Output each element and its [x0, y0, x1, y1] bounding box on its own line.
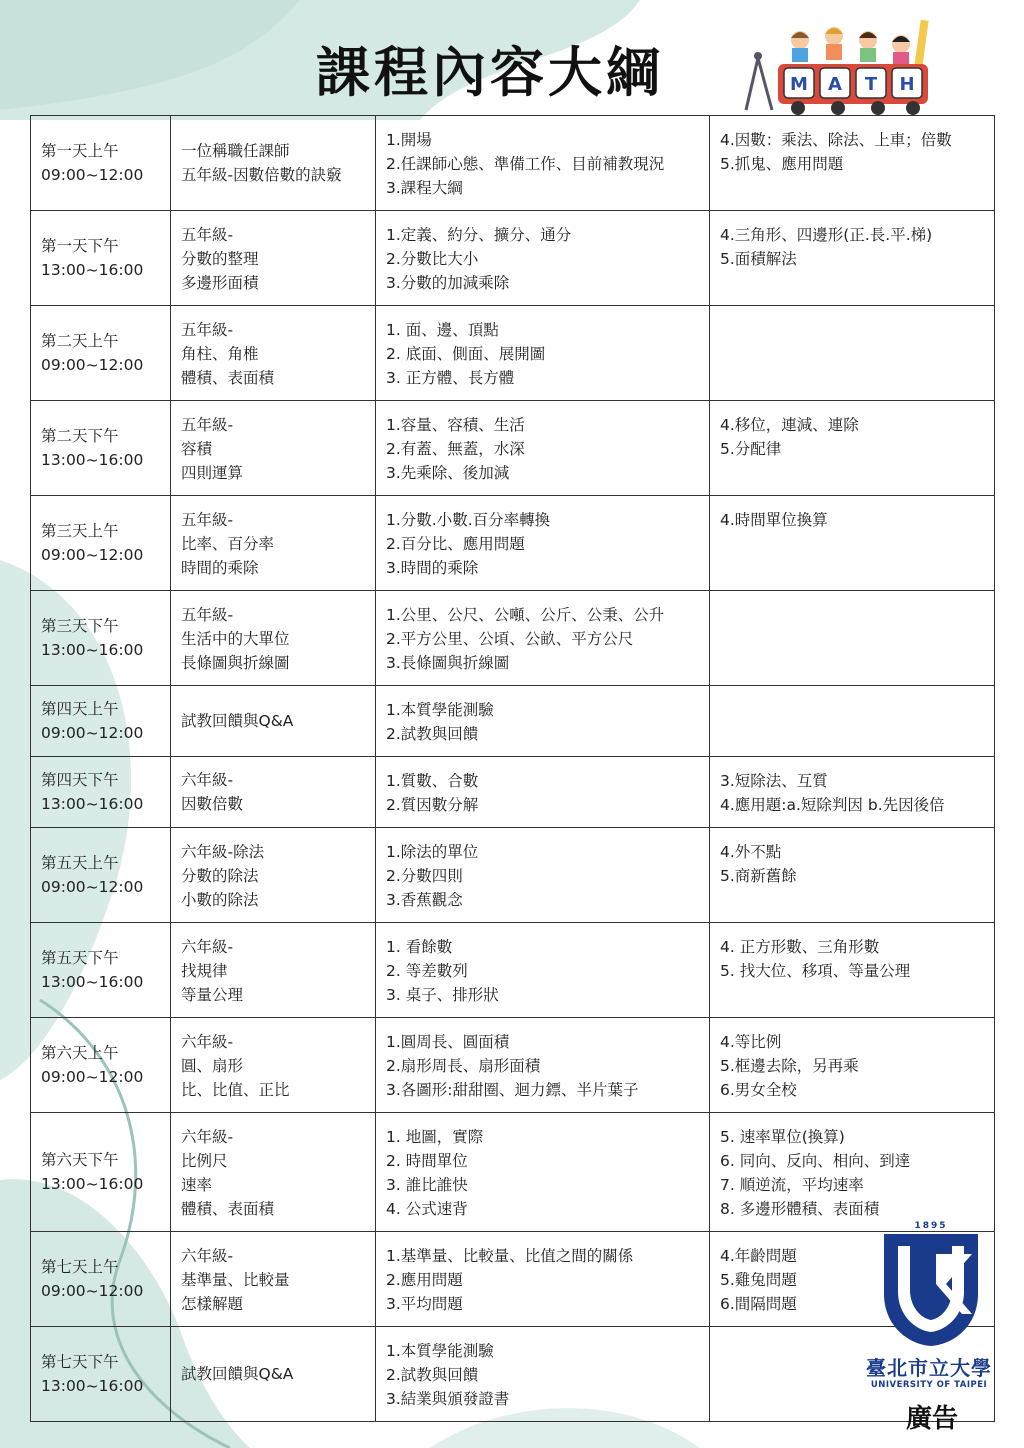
topic-cell [171, 211, 376, 306]
content-a-cell [376, 686, 710, 757]
content-line: 4.因數：乘法、除法、上車；倍數 [720, 131, 952, 149]
content-a-cell [376, 116, 710, 211]
content-line: 3.長條圖與折線圖 [386, 654, 510, 672]
content-line: 5.分配律 [720, 440, 782, 458]
content-line: 3.課程大綱 [386, 179, 463, 197]
topic-line: 六年級- [181, 1033, 234, 1051]
content-line: 2.百分比、應用問題 [386, 535, 525, 553]
topic-line: 速率 [181, 1176, 213, 1194]
session-day: 第六天下午 [41, 1151, 119, 1169]
topic-line: 體積、表面積 [181, 369, 275, 387]
content-a-cell [376, 757, 710, 828]
session-time: 13:00~16:00 [41, 261, 144, 279]
session-day: 第七天上午 [41, 1258, 119, 1276]
content-line: 6. 同向、反向、相向、到達 [720, 1152, 911, 1170]
session-time: 13:00~16:00 [41, 1377, 144, 1395]
content-a-cell [376, 1232, 710, 1327]
topic-line: 生活中的大單位 [181, 630, 290, 648]
schedule-row [31, 1018, 995, 1113]
topic-cell [171, 1018, 376, 1113]
topic-line: 容積 [181, 440, 213, 458]
session-cell [31, 401, 171, 496]
ad-label: 廣告 [905, 1404, 958, 1434]
schedule-row [31, 757, 995, 828]
topic-line: 分數的整理 [181, 250, 259, 268]
session-cell [31, 496, 171, 591]
content-line: 1.定義、約分、擴分、通分 [386, 226, 572, 244]
topic-line: 五年級- [181, 226, 234, 244]
content-line: 2.試教與回饋 [386, 1366, 479, 1384]
content-b-cell [710, 496, 995, 591]
topic-line: 時間的乘除 [181, 559, 259, 577]
content-line: 3.結業與頒發證書 [386, 1390, 510, 1408]
session-time: 09:00~12:00 [41, 356, 144, 374]
math-letter-h: H [899, 74, 915, 95]
content-line: 2.有蓋、無蓋，水深 [386, 440, 525, 458]
university-name-en: UNIVERSITY OF TAIPEI [870, 1380, 988, 1390]
schedule-row [31, 828, 995, 923]
content-line: 3.香蕉觀念 [386, 891, 463, 909]
topic-line: 等量公理 [181, 986, 244, 1004]
content-line: 1. 看餘數 [386, 938, 453, 956]
content-line: 1.開場 [386, 131, 432, 149]
session-time: 13:00~16:00 [41, 451, 144, 469]
topic-line: 試教回饋與Q&A [181, 1365, 294, 1383]
session-time: 13:00~16:00 [41, 795, 144, 813]
content-b-cell [710, 306, 995, 401]
topic-line: 一位稱職任課師 [181, 142, 290, 160]
topic-line: 試教回饋與Q&A [181, 712, 294, 730]
topic-cell [171, 1113, 376, 1232]
content-line: 1.質數、合數 [386, 772, 479, 790]
session-cell [31, 1113, 171, 1232]
content-line: 4.年齡問題 [720, 1247, 797, 1265]
content-line: 4.應用題:a.短除判因 b.先因後倍 [720, 796, 945, 814]
content-a-cell [376, 923, 710, 1018]
content-line: 2.平方公里、公頃、公畝、平方公尺 [386, 630, 634, 648]
content-b-cell [710, 757, 995, 828]
content-b-cell [710, 828, 995, 923]
content-line: 2. 時間單位 [386, 1152, 468, 1170]
content-b-cell [710, 401, 995, 496]
content-line: 2.試教與回饋 [386, 725, 479, 743]
math-letter-m: M [790, 74, 808, 95]
topic-cell [171, 686, 376, 757]
math-train [778, 64, 928, 115]
topic-line: 圓、扇形 [181, 1057, 244, 1075]
topic-line: 六年級- [181, 771, 234, 789]
content-line: 2. 底面、側面、展開圖 [386, 345, 546, 363]
content-line: 5.雞兔問題 [720, 1271, 797, 1289]
session-time: 09:00~12:00 [41, 1068, 144, 1086]
content-line: 5.框邊去除，另再乘 [720, 1057, 859, 1075]
session-day: 第二天下午 [41, 427, 119, 445]
content-b-cell [710, 591, 995, 686]
schedule-row [31, 1232, 995, 1327]
content-line: 3.各圖形:甜甜圈、迴力鏢、半片葉子 [386, 1081, 639, 1099]
content-line: 5. 速率單位(換算) [720, 1128, 845, 1146]
content-line: 3.先乘除、後加減 [386, 464, 510, 482]
course-schedule-table [30, 115, 995, 1422]
content-line: 2.分數四則 [386, 867, 463, 885]
content-a-cell [376, 306, 710, 401]
content-a-cell [376, 211, 710, 306]
content-line: 1. 地圖，實際 [386, 1128, 484, 1146]
schedule-row [31, 1113, 995, 1232]
content-b-cell [710, 211, 995, 306]
kids-illustration [791, 27, 910, 64]
schedule-row [31, 116, 995, 211]
topic-cell [171, 923, 376, 1018]
schedule-row [31, 591, 995, 686]
content-line: 4. 公式速背 [386, 1200, 468, 1218]
schedule-row [31, 401, 995, 496]
topic-line: 比例尺 [181, 1152, 228, 1170]
schedule-row [31, 1327, 995, 1422]
topic-cell [171, 306, 376, 401]
university-name-cn: 臺北市立大學 [866, 1356, 992, 1380]
session-cell [31, 591, 171, 686]
session-time: 09:00~12:00 [41, 724, 144, 742]
session-time: 09:00~12:00 [41, 1282, 144, 1300]
topic-line: 因數倍數 [181, 795, 244, 813]
topic-line: 怎樣解題 [181, 1295, 244, 1313]
session-time: 13:00~16:00 [41, 973, 144, 991]
session-day: 第一天下午 [41, 237, 119, 255]
content-line: 1.圓周長、圓面積 [386, 1033, 510, 1051]
topic-line: 小數的除法 [181, 891, 259, 909]
content-line: 1.本質學能測驗 [386, 701, 494, 719]
session-day: 第六天上午 [41, 1044, 119, 1062]
topic-line: 比率、百分率 [181, 535, 275, 553]
topic-line: 五年級- [181, 606, 234, 624]
content-line: 1.分數.小數.百分率轉換 [386, 511, 551, 529]
content-line: 4.三角形、四邊形(正.長.平.梯) [720, 226, 933, 244]
session-day: 第三天上午 [41, 522, 119, 540]
session-day: 第一天上午 [41, 142, 119, 160]
session-time: 09:00~12:00 [41, 878, 144, 896]
content-b-cell [710, 923, 995, 1018]
content-line: 2.應用問題 [386, 1271, 463, 1289]
schedule-row [31, 496, 995, 591]
logo-year: 1895 [914, 1221, 948, 1231]
topic-line: 多邊形面積 [181, 274, 259, 292]
content-line: 1. 面、邊、頂點 [386, 321, 499, 339]
topic-cell [171, 591, 376, 686]
math-letter-a: A [828, 74, 842, 95]
session-cell [31, 1018, 171, 1113]
content-a-cell [376, 828, 710, 923]
session-day: 第三天下午 [41, 617, 119, 635]
topic-cell [171, 1327, 376, 1422]
session-day: 第五天上午 [41, 854, 119, 872]
content-line: 5.商新舊餘 [720, 867, 797, 885]
session-cell [31, 828, 171, 923]
content-a-cell [376, 1327, 710, 1422]
content-line: 3. 正方體、長方體 [386, 369, 515, 387]
topic-cell [171, 1232, 376, 1327]
topic-line: 六年級- [181, 1128, 234, 1146]
math-train-logo [738, 18, 938, 118]
session-day: 第五天下午 [41, 949, 119, 967]
topic-line: 分數的除法 [181, 867, 259, 885]
content-b-cell [710, 1018, 995, 1113]
session-cell [31, 686, 171, 757]
topic-cell [171, 401, 376, 496]
content-line: 6.男女全校 [720, 1081, 797, 1099]
content-line: 5.面積解法 [720, 250, 797, 268]
session-day: 第四天上午 [41, 700, 119, 718]
topic-cell [171, 757, 376, 828]
content-line: 3. 誰比誰快 [386, 1176, 468, 1194]
content-a-cell [376, 1018, 710, 1113]
content-b-cell [710, 116, 995, 211]
session-day: 第四天下午 [41, 771, 119, 789]
content-line: 3.時間的乘除 [386, 559, 479, 577]
session-day: 第七天下午 [41, 1353, 119, 1371]
topic-line: 體積、表面積 [181, 1200, 275, 1218]
content-line: 2.扇形周長、扇形面積 [386, 1057, 541, 1075]
topic-line: 四則運算 [181, 464, 244, 482]
topic-cell [171, 828, 376, 923]
topic-line: 五年級- [181, 416, 234, 434]
session-time: 13:00~16:00 [41, 641, 144, 659]
content-line: 8. 多邊形體積、表面積 [720, 1200, 880, 1218]
session-cell [31, 1327, 171, 1422]
session-cell [31, 923, 171, 1018]
topic-line: 角柱、角椎 [181, 345, 259, 363]
content-line: 4.移位，連減、連除 [720, 416, 859, 434]
content-line: 3. 桌子、排形狀 [386, 986, 499, 1004]
content-line: 3.平均問題 [386, 1295, 463, 1313]
content-line: 5.抓鬼、應用問題 [720, 155, 844, 173]
topic-line: 六年級- [181, 938, 234, 956]
session-cell [31, 211, 171, 306]
content-line: 2.質因數分解 [386, 796, 479, 814]
content-a-cell [376, 1113, 710, 1232]
topic-line: 五年級- [181, 321, 234, 339]
content-line: 2. 等差數列 [386, 962, 468, 980]
content-line: 4.時間單位換算 [720, 511, 828, 529]
content-line: 1.公里、公尺、公噸、公斤、公秉、公升 [386, 606, 665, 624]
session-time: 09:00~12:00 [41, 546, 144, 564]
content-line: 1.基準量、比較量、比值之間的關係 [386, 1247, 634, 1265]
topic-line: 找規律 [181, 962, 228, 980]
topic-cell [171, 496, 376, 591]
topic-line: 六年級- [181, 1247, 234, 1265]
topic-line: 基準量、比較量 [181, 1271, 290, 1289]
content-line: 3.短除法、互質 [720, 772, 828, 790]
content-a-cell [376, 496, 710, 591]
content-line: 1.除法的單位 [386, 843, 479, 861]
content-a-cell [376, 401, 710, 496]
topic-line: 五年級-因數倍數的訣竅 [181, 166, 342, 184]
schedule-row [31, 306, 995, 401]
session-day: 第二天上午 [41, 332, 119, 350]
content-a-cell [376, 591, 710, 686]
topic-line: 長條圖與折線圖 [181, 654, 290, 672]
topic-cell [171, 116, 376, 211]
session-time: 09:00~12:00 [41, 166, 144, 184]
topic-line: 比、比值、正比 [181, 1081, 290, 1099]
content-line: 2.任課師心態、準備工作、目前補教現況 [386, 155, 665, 173]
compass-icon [746, 52, 772, 110]
math-letter-t: T [864, 74, 878, 95]
session-cell [31, 116, 171, 211]
content-line: 6.間隔問題 [720, 1295, 797, 1313]
content-line: 1.容量、容積、生活 [386, 416, 525, 434]
session-cell [31, 757, 171, 828]
content-line: 3.分數的加減乘除 [386, 274, 510, 292]
session-cell [31, 306, 171, 401]
topic-line: 五年級- [181, 511, 234, 529]
page-title: 課程內容大綱 [316, 41, 664, 104]
content-line: 4. 正方形數、三角形數 [720, 938, 880, 956]
schedule-row [31, 211, 995, 306]
session-cell [31, 1232, 171, 1327]
content-line: 2.分數比大小 [386, 250, 479, 268]
session-time: 13:00~16:00 [41, 1175, 144, 1193]
topic-line: 六年級-除法 [181, 843, 265, 861]
content-line: 4.外不點 [720, 843, 782, 861]
content-line: 5. 找大位、移項、等量公理 [720, 962, 911, 980]
content-line: 1.本質學能測驗 [386, 1342, 494, 1360]
schedule-row [31, 923, 995, 1018]
content-line: 7. 順逆流，平均速率 [720, 1176, 864, 1194]
content-line: 4.等比例 [720, 1033, 782, 1051]
schedule-row [31, 686, 995, 757]
content-b-cell [710, 686, 995, 757]
